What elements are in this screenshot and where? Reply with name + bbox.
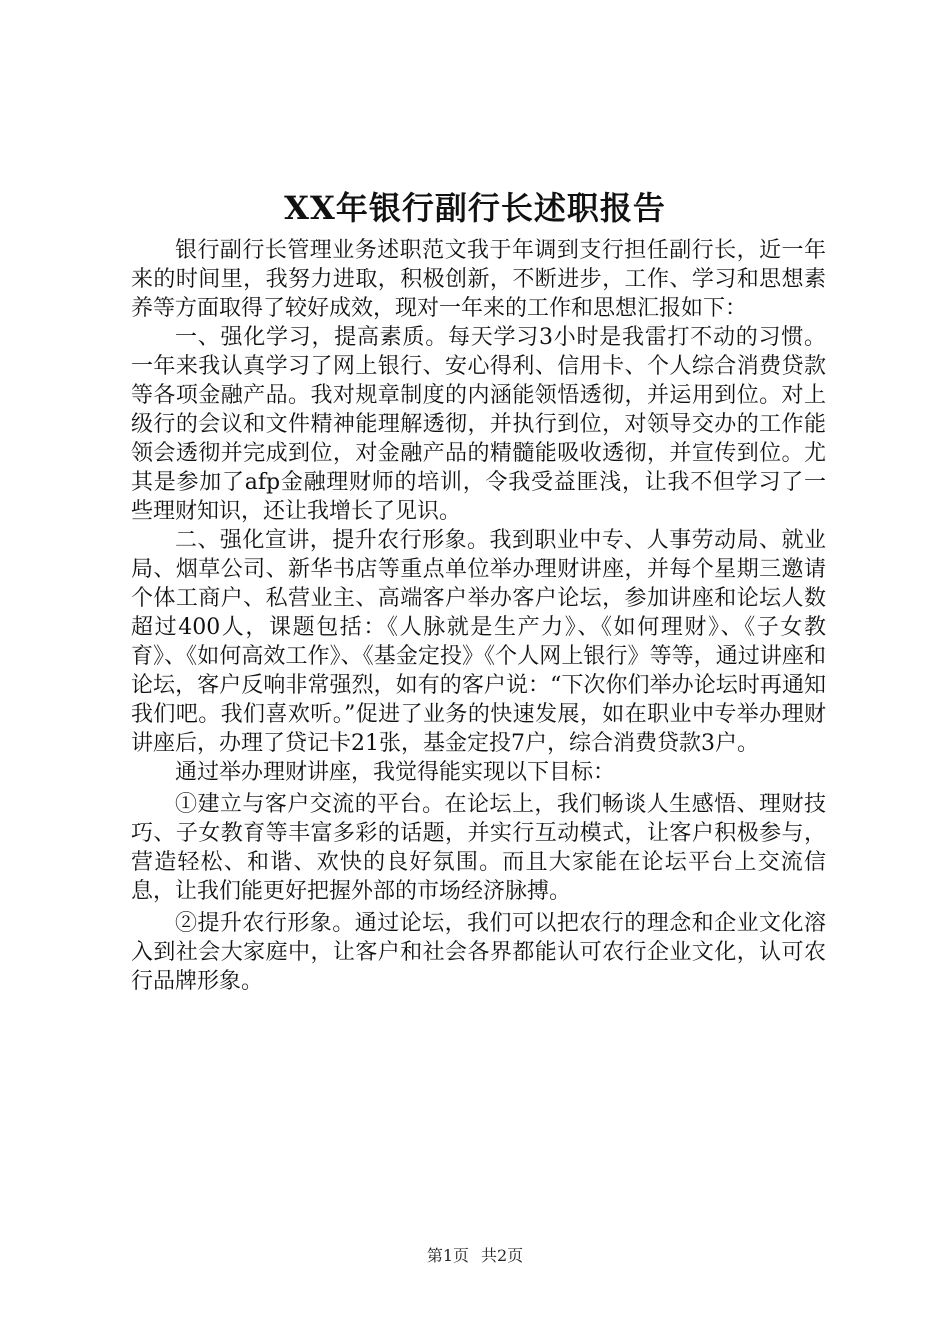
section-two-paragraph: 二、强化宣讲，提升农行形象。我到职业中专、人事劳动局、就业局、烟草公司、新华书店等重点单位举办理财讲座，并每个星期三邀请个体工商户、私营业主、高端客户举办客户论坛，参加讲座和论坛人数超过400人，课题包括：《人脉就是生产力》、《如何理财》、《子女教育》、《如何高效工作》、《基金定投》《个人网上银行》等等，通过讲座和论坛，客户反响非常强烈，如有的客户说：“下次你们举办论坛时再通知我们吧。我们喜欢听。”促进了业务的快速发展，如在职业中专举办理财讲座后，办理了贷记卡21张，基金定投7户，综合消费贷款3户。 [131,528,826,756]
document-title: XX年银行副行长述职报告 [284,189,666,227]
page-footer [0,1244,950,1268]
page-total: 共2页 [481,1246,524,1265]
intro-paragraph: 银行副行长管理业务述职范文我于年调到支行担任副行长，近一年来的时间里，我努力进取，积极创新，不断进步，工作、学习和思想素养等方面取得了较好成效，现对一年来的工作和思想汇报如下： [131,238,826,321]
goal-one-paragraph: ①建立与客户交流的平台。在论坛上，我们畅谈人生感悟、理财技巧、子女教育等丰富多彩的话题，并实行互动模式，让客户积极参与，营造轻松、和谐、欢快的良好氛围。而且大家能在论坛平台上交流信息，让我们能更好把握外部的市场经济脉搏。 [131,792,826,904]
section-one-paragraph: 一、强化学习，提高素质。每天学习3小时是我雷打不动的习惯。一年来我认真学习了网上银行、安心得利、信用卡、个人综合消费贷款等各项金融产品。我对规章制度的内涵能领悟透彻，并运用到位。对上级行的会议和文件精神能理解透彻，并执行到位，对领导交办的工作能领会透彻并完成到位，对金融产品的精髓能吸收透彻，并宣传到位。尤其是参加了afp金融理财师的培训，令我受益匪浅，让我不但学习了一些理财知识，还让我增长了见识。 [131,325,826,524]
page-number: 第1页 [426,1246,469,1265]
goal-two-paragraph: ②提升农行形象。通过论坛，我们可以把农行的理念和企业文化溶入到社会大家庭中，让客户和社会各界都能认可农行企业文化，认可农行品牌形象。 [131,911,826,994]
document-body [131,236,826,996]
goals-intro-paragraph: 通过举办理财讲座，我觉得能实现以下目标： [175,760,616,785]
